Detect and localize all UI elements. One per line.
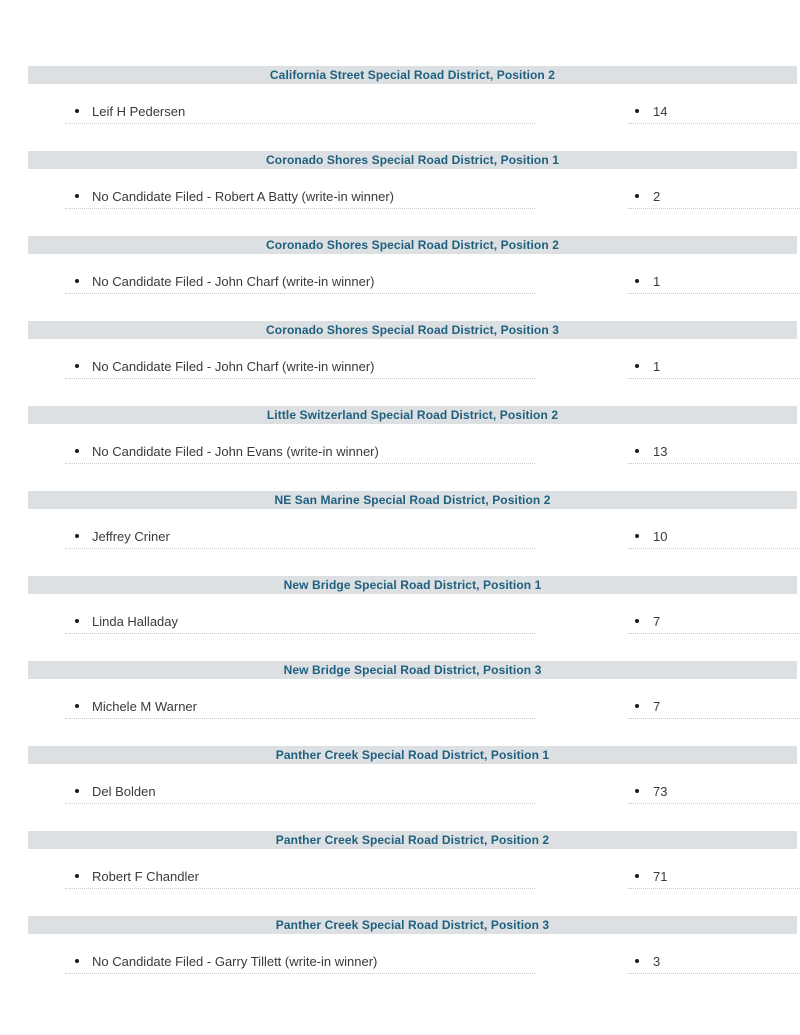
race-header-bar [28,746,797,764]
race-title: New Bridge Special Road District, Position 1 [283,578,542,592]
result-row [0,869,800,889]
candidate-cell [65,444,535,464]
votes-cell [628,954,800,974]
candidate-name: Robert F Chandler [92,869,199,884]
race-title: New Bridge Special Road District, Position 3 [283,663,542,677]
race-header-bar [28,321,797,339]
race-title: NE San Marine Special Road District, Position 2 [274,493,551,507]
votes-cell [628,274,800,294]
candidate-name: Jeffrey Criner [92,529,170,544]
result-row [0,359,800,379]
race-section [0,321,800,379]
candidate-name: No Candidate Filed - John Charf (write-in winner) [92,274,375,289]
bullet-icon [635,874,639,878]
candidate-cell [65,189,535,209]
bullet-icon [75,534,79,538]
vote-count: 1 [653,359,661,374]
race-header-bar [28,661,797,679]
votes-cell [628,699,800,719]
result-row [0,699,800,719]
candidate-cell [65,359,535,379]
race-section [0,661,800,719]
bullet-icon [635,449,639,453]
race-section [0,746,800,804]
race-header-bar [28,236,797,254]
results-list [0,66,800,974]
candidate-name: Leif H Pedersen [92,104,186,119]
votes-cell [628,529,800,549]
bullet-icon [75,704,79,708]
race-section [0,151,800,209]
race-title: Coronado Shores Special Road District, Position 3 [266,323,559,337]
candidate-name: No Candidate Filed - Garry Tillett (write-in winner) [92,954,378,969]
race-title: Coronado Shores Special Road District, Position 1 [266,153,559,167]
race-section [0,406,800,464]
race-header-bar [28,576,797,594]
race-section [0,236,800,294]
votes-cell [628,614,800,634]
result-row [0,784,800,804]
bullet-icon [75,364,79,368]
bullet-icon [635,364,639,368]
bullet-icon [635,959,639,963]
bullet-icon [635,279,639,283]
candidate-name: Michele M Warner [92,699,197,714]
race-title: Panther Creek Special Road District, Position 1 [275,748,550,762]
bullet-icon [75,109,79,113]
race-header-bar [28,831,797,849]
candidate-cell [65,614,535,634]
race-title: Panther Creek Special Road District, Position 2 [275,833,550,847]
votes-cell [628,444,800,464]
bullet-icon [75,619,79,623]
candidate-cell [65,869,535,889]
candidate-cell [65,104,535,124]
vote-count: 7 [653,614,661,629]
vote-count: 7 [653,699,661,714]
result-row [0,189,800,209]
votes-cell [628,869,800,889]
race-section [0,576,800,634]
bullet-icon [635,534,639,538]
bullet-icon [635,194,639,198]
race-section [0,831,800,889]
result-row [0,954,800,974]
vote-count: 14 [653,104,668,119]
votes-cell [628,784,800,804]
bullet-icon [75,194,79,198]
result-row [0,274,800,294]
vote-count: 10 [653,529,668,544]
candidate-cell [65,274,535,294]
candidate-name: No Candidate Filed - John Charf (write-in winner) [92,359,375,374]
race-section [0,916,800,974]
race-title: Panther Creek Special Road District, Position 3 [275,918,550,932]
result-row [0,444,800,464]
bullet-icon [75,279,79,283]
race-header-bar [28,916,797,934]
race-title: California Street Special Road District, Position 2 [269,68,556,82]
candidate-name: Del Bolden [92,784,156,799]
race-section [0,66,800,124]
race-header-bar [28,151,797,169]
candidate-cell [65,699,535,719]
result-row [0,614,800,634]
bullet-icon [635,109,639,113]
bullet-icon [635,619,639,623]
vote-count: 73 [653,784,668,799]
bullet-icon [635,789,639,793]
bullet-icon [635,704,639,708]
bullet-icon [75,959,79,963]
votes-cell [628,104,800,124]
vote-count: 13 [653,444,668,459]
result-row [0,104,800,124]
race-title: Little Switzerland Special Road District, Position 2 [266,408,559,422]
race-section [0,491,800,549]
race-header-bar [28,491,797,509]
race-header-bar [28,66,797,84]
vote-count: 3 [653,954,661,969]
race-title: Coronado Shores Special Road District, Position 2 [266,238,559,252]
vote-count: 1 [653,274,661,289]
bullet-icon [75,789,79,793]
race-header-bar [28,406,797,424]
candidate-name: Linda Halladay [92,614,179,629]
votes-cell [628,359,800,379]
votes-cell [628,189,800,209]
candidate-name: No Candidate Filed - John Evans (write-in winner) [92,444,379,459]
vote-count: 2 [653,189,661,204]
vote-count: 71 [653,869,668,884]
candidate-cell [65,529,535,549]
bullet-icon [75,449,79,453]
candidate-cell [65,954,535,974]
candidate-cell [65,784,535,804]
candidate-name: No Candidate Filed - Robert A Batty (write-in winner) [92,189,395,204]
bullet-icon [75,874,79,878]
result-row [0,529,800,549]
